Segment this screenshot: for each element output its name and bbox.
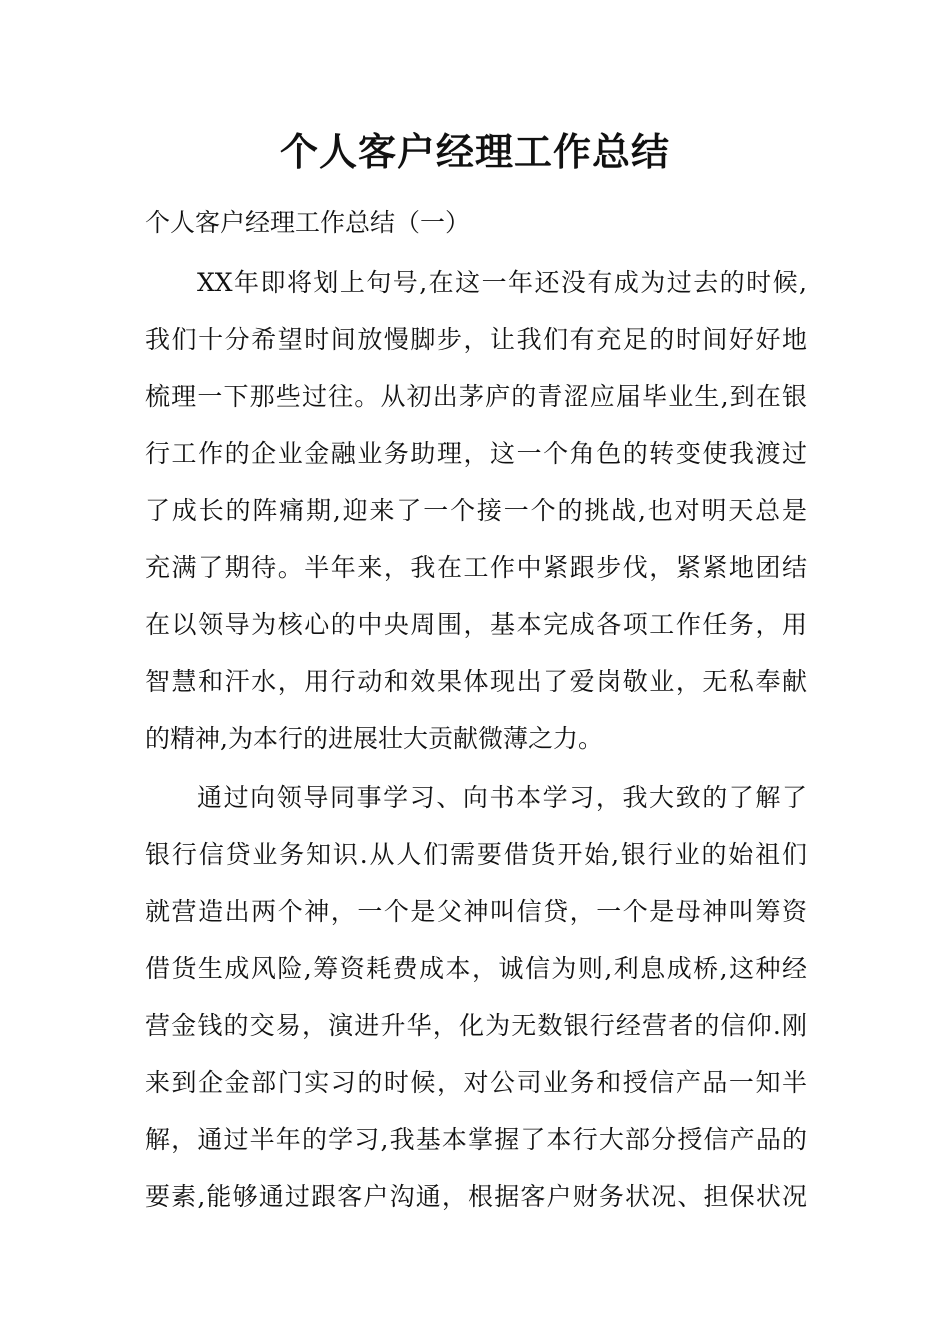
paragraph-2-line-8: 要素,能够通过跟客户沟通，根据客户财务状况、担保状况 [145,1182,807,1211]
paragraph-1-line-5: 了成长的阵痛期,迎来了一个接一个的挑战,也对明天总是 [145,496,807,525]
paragraph-2-line-5: 营金钱的交易，演进升华，化为无数银行经营者的信仰.刚 [145,1011,807,1040]
paragraph-2-line-1: 通过向领导同事学习、向书本学习，我大致的了解了 [197,783,807,812]
section-heading: 个人客户经理工作总结（一） [145,208,471,237]
paragraph-2-line-6: 来到企金部门实习的时候，对公司业务和授信产品一知半 [145,1068,807,1097]
paragraph-2-line-4: 借货生成风险,筹资耗费成本，诚信为则,利息成桥,这种经 [145,954,807,983]
paragraph-1-line-8: 智慧和汗水，用行动和效果体现出了爱岗敬业，无私奉献 [145,667,807,696]
paragraph-1-line-2: 我们十分希望时间放慢脚步，让我们有充足的时间好好地 [145,325,807,354]
paragraph-1-line-1: XX年即将划上句号,在这一年还没有成为过去的时候, [197,268,807,297]
document-title: 个人客户经理工作总结 [279,129,670,174]
paragraph-1-line-6: 充满了期待。半年来，我在工作中紧跟步伐，紧紧地团结 [145,553,807,582]
paragraph-1-line-9: 的精神,为本行的进展壮大贡献微薄之力。 [145,724,603,753]
paragraph-1-line-3: 梳理一下那些过往。从初出茅庐的青涩应届毕业生,到在银 [145,382,807,411]
paragraph-1-line-7: 在以领导为核心的中央周围，基本完成各项工作任务，用 [145,610,807,639]
paragraph-2-line-3: 就营造出两个神，一个是父神叫信贷，一个是母神叫筹资 [145,897,807,926]
paragraph-1-line-4: 行工作的企业金融业务助理，这一个角色的转变使我渡过 [145,439,807,468]
paragraph-2-line-2: 银行信贷业务知识.从人们需要借货开始,银行业的始祖们 [145,840,807,869]
paragraph-2-line-7: 解，通过半年的学习,我基本掌握了本行大部分授信产品的 [145,1125,807,1154]
